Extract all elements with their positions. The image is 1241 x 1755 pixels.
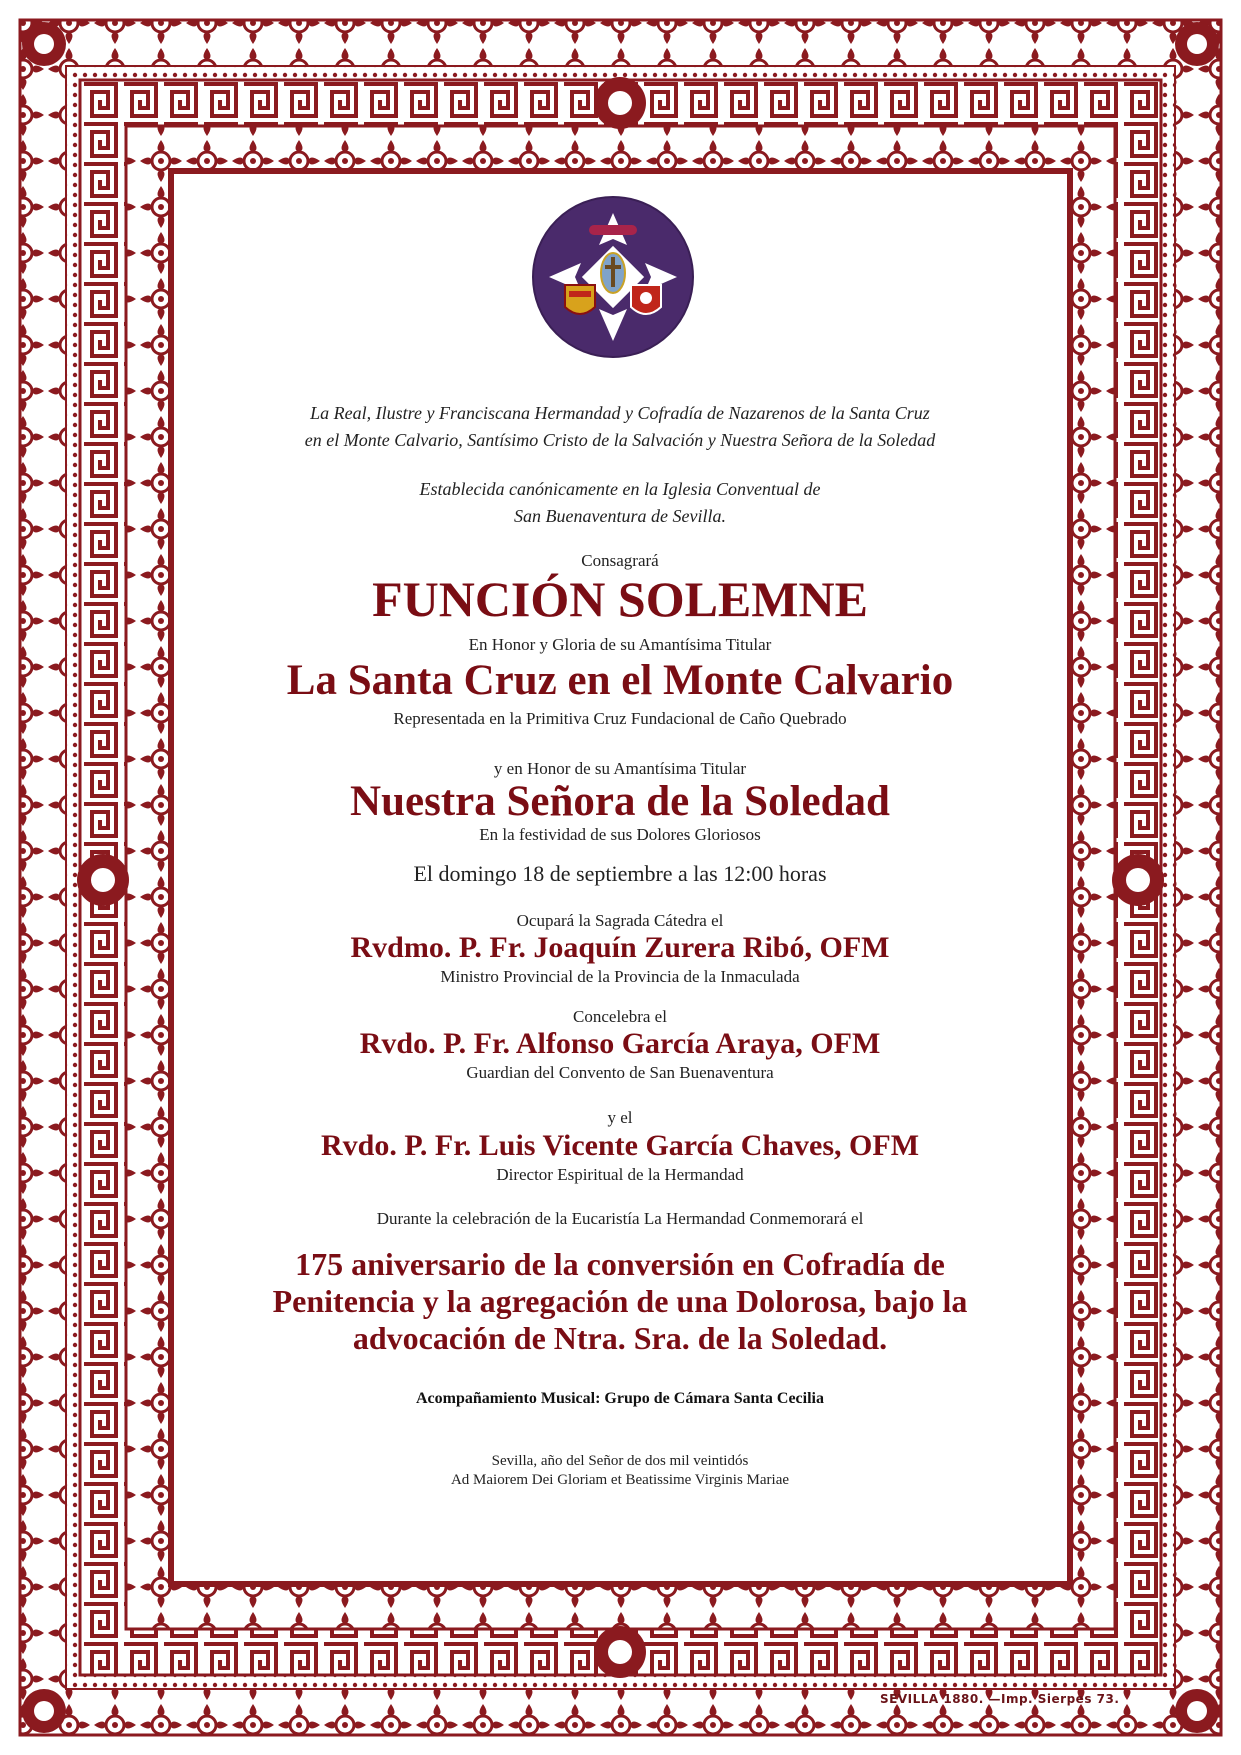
brotherhood-name-line1: La Real, Ilustre y Franciscana Hermandad y Cofradía de Nazarenos de la Santa Cruz	[310, 403, 930, 423]
printer-imprint: SEVILLA 1880. —Imp. Sierpes 73.	[880, 1692, 1120, 1706]
commemoration-intro: Durante la celebración de la Eucaristía La Hermandad Conmemorará el	[376, 1209, 864, 1228]
event-date: El domingo 18 de septiembre a las 12:00 horas	[413, 861, 827, 886]
celebrant-1-name: Rvdo. P. Fr. Alfonso García Araya, OFM	[359, 1027, 881, 1060]
and-label: y el	[607, 1108, 633, 1127]
establishment-line2: San Buenaventura de Sevilla.	[514, 506, 726, 526]
main-title: FUNCIÓN SOLEMNE	[372, 571, 868, 627]
titular-2: Nuestra Señora de la Soledad	[350, 778, 890, 825]
anniversary-line-2: Penitencia y la agregación de una Dolorosa, bajo la	[272, 1283, 968, 1319]
honor-line-1: En Honor y Gloria de su Amantísima Titular	[468, 635, 772, 654]
establishment-line1: Establecida canónicamente en la Iglesia Conventual de	[419, 479, 821, 499]
titular-2-subtitle: En la festividad de sus Dolores Gloriosos	[479, 825, 761, 844]
titular-1: La Santa Cruz en el Monte Calvario	[286, 657, 954, 704]
celebrant-2-role: Director Espiritual de la Hermandad	[496, 1165, 744, 1184]
celebrant-2-name: Rvdo. P. Fr. Luis Vicente García Chaves, OFM	[320, 1129, 920, 1162]
concelebra-label: Concelebra el	[573, 1007, 667, 1026]
anniversary-line-1: 175 aniversario de la conversión en Cofradía de	[295, 1246, 945, 1282]
consagrara-label: Consagrará	[581, 551, 659, 570]
invitation-body	[190, 190, 1050, 1520]
music-credit: Acompañamiento Musical: Grupo de Cámara Santa Cecilia	[416, 1390, 824, 1407]
preacher-role: Ministro Provincial de la Provincia de la Inmaculada	[440, 967, 800, 986]
catedra-label: Ocupará la Sagrada Cátedra el	[516, 911, 724, 930]
closing-line-1: Sevilla, año del Señor de dos mil veintidós	[491, 1453, 749, 1469]
celebrant-1-role: Guardian del Convento de San Buenaventura	[466, 1063, 774, 1082]
brotherhood-name-line2: en el Monte Calvario, Santísimo Cristo de la Salvación y Nuestra Señora de la Soledad	[304, 430, 936, 450]
anniversary-line-3: advocación de Ntra. Sra. de la Soledad.	[352, 1320, 888, 1356]
honor-line-2: y en Honor de su Amantísima Titular	[493, 759, 747, 778]
titular-1-subtitle: Representada en la Primitiva Cruz Fundacional de Caño Quebrado	[393, 709, 847, 728]
closing-line-2: Ad Maiorem Dei Gloriam et Beatissime Virginis Mariae	[450, 1472, 790, 1488]
preacher-name: Rvdmo. P. Fr. Joaquín Zurera Ribó, OFM	[350, 931, 890, 964]
